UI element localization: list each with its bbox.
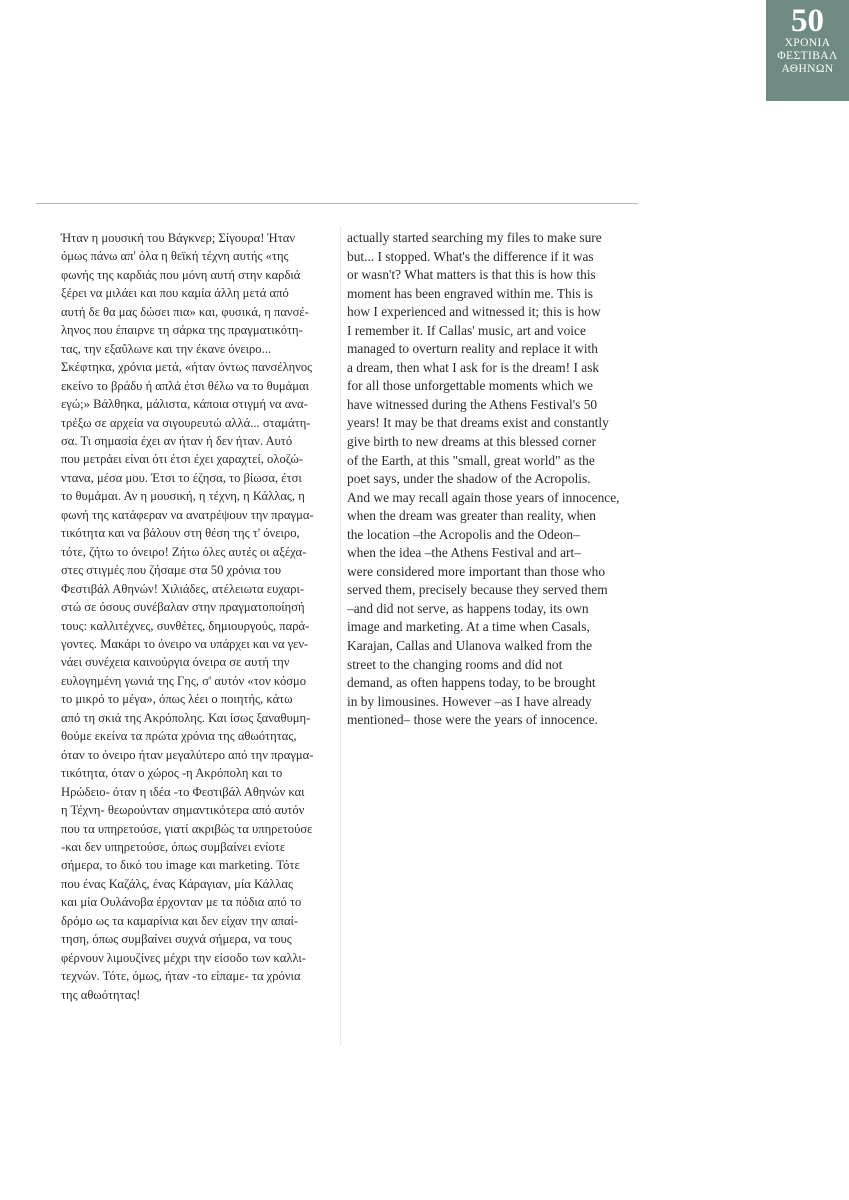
english-text-column: actually started searching my files to make sure but... I stopped. What's the difference if it was or wasn't? What matters is that this is how this moment has been engraved within me. This is how I experienced and witnessed it; this is how I remember it. If Callas' music, art and voice managed to overturn reality and replace it with a dream, then what I ask for is the dream! I ask for all those unforgettable moments which we have witnessed during the Athens Festival's 50 years! It may be that dreams exist and constantly give birth to new dreams at this blessed corner of the Earth, at this "small, great world" as the poet says, under the shadow of the Acropolis. And we may recall again those years of innocence, when the dream was greater than reality, when the location –the Acropolis and the Odeon– when the idea –the Athens Festival and art– were considered more important than those who served them, precisely because they served them –and did not serve, as happens today, its own image and marketing. At a time when Casals, Karajan, Callas and Ulanova walked from the street to the changing rooms and did not demand, as often happens today, to be brought in by limousines. However –as I have already mentioned– those were the years of innocence.	[347, 230, 620, 728]
horizontal-rule	[36, 203, 638, 204]
column-divider	[340, 226, 341, 1046]
badge-line-3: ΑΘΗΝΩΝ	[781, 63, 834, 75]
badge-number: 50	[791, 3, 824, 39]
greek-text-column: Ήταν η μουσική του Βάγκνερ; Σίγουρα! Ήταν όμως πάνω απ' όλα η θεϊκή τέχνη αυτής «της φωνής της καρδιάς που μόνη αυτή στην καρδιά ξέρει να μιλάει και που καμία άλλη μετά από αυτή δε θα μας δώσει πια» και, φυσικά, η πανσέ- ληνος που έπαιρνε τη σάρκα της πραγματικότη- τας, την εξαΰλωνε και την έκανε όνειρο... Σκέφτηκα, χρόνια μετά, «ήταν όντως πανσέληνος εκείνο το βράδυ ή απλά έτσι θέλω να το θυμάμαι εγώ;» Βάλθηκα, μάλιστα, κάποια στιγμή να ανα- τρέξω σε αρχεία να σιγουρευτώ αλλά... σταμάτη- σα. Τι σημασία έχει αν ήταν ή δεν ήταν. Αυτό που μετράει είναι ότι έτσι έχει χαραχτεί, ολοζώ- ντανα, μέσα μου. Έτσι το έζησα, το βίωσα, έτσι το θυμάμαι. Αν η μουσική, η τέχνη, η Κάλλας, η φωνή της κατάφεραν να ανατρέψουν την πραγμα- τικότητα και να βάλουν στη θέση της τ' όνειρο, τότε, ζήτω το όνειρο! Ζήτω όλες αυτές οι αξέχα- στες στιγμές που ζήσαμε στα 50 χρόνια του Φεστιβάλ Αθηνών! Χιλιάδες, ατέλειωτα ευχαρι- στώ σε όσους συνέβαλαν στην πραγματοποίησή τους: καλλιτέχνες, συνθέτες, δημιουργούς, παρά- γοντες. Μακάρι το όνειρο να υπάρχει και να γεν- νάει συνέχεια καινούργια όνειρα σε αυτή την ευλογημένη γωνιά της Γης, σ' αυτόν «τον κόσμο το μικρό το μέγα», όπως λέει ο ποιητής, κάτω από τη σκιά της Ακρόπολης. Και ίσως ξαναθυμη- θούμε εκείνα τα πρώτα χρόνια της αθωότητας, όταν το όνειρο ήταν μεγαλύτερο από την πραγμα- τικότητα, όταν ο χώρος -η Ακρόπολη και το Ηρώδειο- όταν η ιδέα -το Φεστιβάλ Αθηνών και η Τέχνη- θεωρούνταν σημαντικότερα από αυτόν που τα υπηρετούσε, γιατί ακριβώς τα υπηρετούσε -και δεν υπηρετούσε, όπως συμβαίνει ενίοτε σήμερα, το δικό του image και marketing. Τότε που ένας Καζάλς, ένας Κάραγιαν, μία Κάλλας και μία Ουλάνοβα έρχονταν με τα πόδια από το δρόμο ως τα καμαρίνια και δεν είχαν την απαί- τηση, όπως συμβαίνει συχνά σήμερα, να τους φέρνουν λιμουζίνες μέχρι την είσοδο των καλλι- τεχνών. Τότε, όμως, ήταν -το είπαμε- τα χρόνια της αθωότητας!	[61, 231, 314, 1002]
badge-line-1: ΧΡΟΝΙΑ	[784, 37, 831, 49]
festival-badge	[766, 0, 849, 101]
badge-line-2: ΦΕΣΤΙΒΑΛ	[777, 50, 838, 62]
